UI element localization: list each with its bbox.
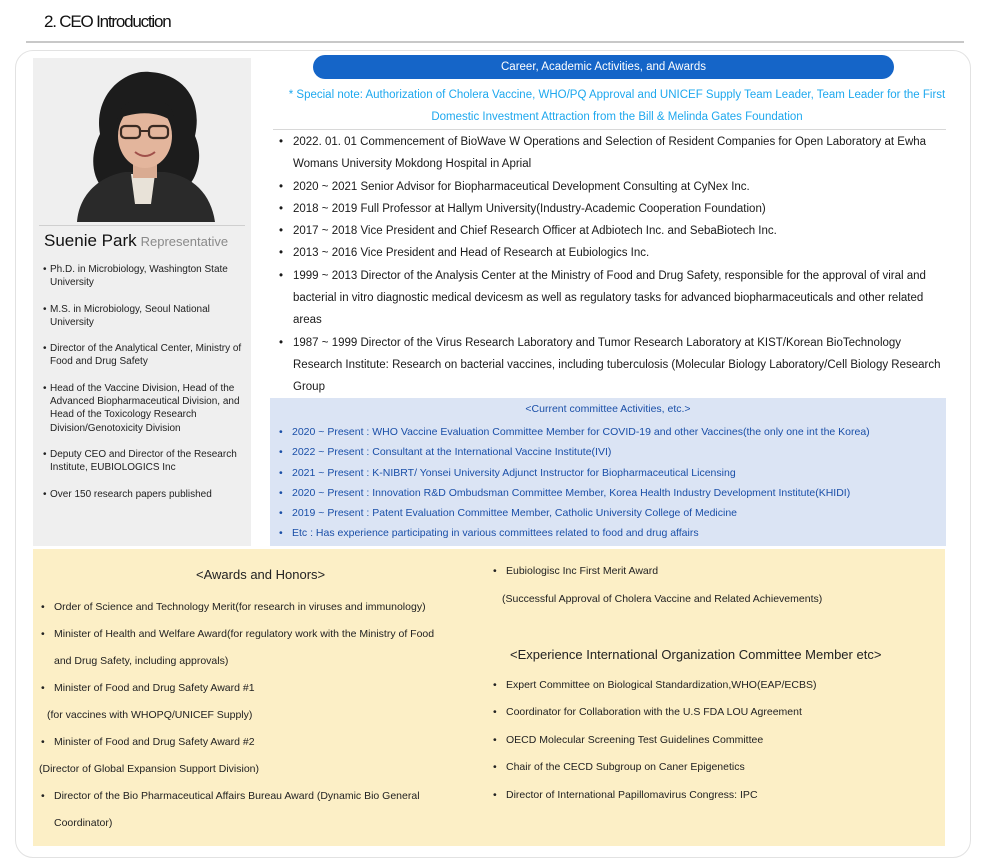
career-item: • 1987 ~ 1999 Director of the Virus Research Laboratory and Tumor Research Laboratory at KIST/Korean BioTechnology Research Institute: Research on bacterial vaccines, including tuberculosis (Molecular Biology Laboratory/Cell Biology Research Group (277, 332, 949, 399)
award-item: • Minister of Food and Drug Safety Award #1 (39, 675, 489, 702)
award-item-continued: and Drug Safety, including approvals) (54, 655, 229, 667)
committee-list (279, 422, 870, 544)
award-item: • Minister of Food and Drug Safety Award #2 (39, 729, 489, 756)
credentials-list (43, 263, 247, 514)
committee-heading: <Current committee Activities, etc.> (525, 403, 691, 415)
special-note: * Special note: Authorization of Cholera Vaccine, WHO/PQ Approval and UNICEF Supply Team Leader, Team Leader for the First Domestic Investment Attraction from the Bill & Melinda Gates Foundation (288, 89, 946, 123)
committee-item: • 2020 ~ Present : Innovation R&D Ombudsman Committee Member, Korea Health Industry Development Institute(KHIDI) (279, 483, 870, 503)
profile-name: Suenie Park (44, 231, 137, 250)
awards-box (33, 549, 945, 846)
career-item: • 2013 ~ 2016 Vice President and Head of Research at Eubiologics Inc. (277, 242, 949, 264)
committee-item: • 2021 ~ Present : K-NIBRT/ Yonsei University Adjunct Instructor for Biopharmaceutical Licensing (279, 463, 870, 483)
profile-role: Representative (140, 234, 229, 249)
international-item: • Director of International Papillomavirus Congress: IPC (492, 782, 816, 809)
committee-item: • 2020 ~ Present : WHO Vaccine Evaluation Committee Member for COVID-19 and other Vaccines(the only one int the Korea) (279, 422, 870, 442)
merit-award-item: • Eubiologisc Inc First Merit Award (492, 557, 822, 585)
award-item: • Minister of Health and Welfare Award(for regulatory work with the Ministry of Food (39, 621, 489, 648)
credential-item: • Deputy CEO and Director of the Research Institute, EUBIOLOGICS Inc (43, 448, 247, 475)
portrait-photo (55, 64, 231, 222)
career-list (277, 131, 949, 399)
committee-box (270, 398, 946, 546)
credential-item: • Director of the Analytical Center, Ministry of Food and Drug Safety (43, 342, 247, 369)
credential-item: • Head of the Vaccine Division, Head of the Advanced Biopharmaceutical Division, and Head of the Toxicology Research Division/Genotoxicity Division (43, 382, 247, 435)
merit-award-note: (Successful Approval of Cholera Vaccine and Related Achievements) (502, 593, 823, 605)
profile-panel (33, 58, 251, 546)
awards-heading: <Awards and Honors> (196, 567, 326, 582)
committee-item: • Etc : Has experience participating in various committees related to food and drug affairs (279, 523, 870, 543)
international-item: • Coordinator for Collaboration with the U.S FDA LOU Agreement (492, 699, 816, 726)
career-item: • 2017 ~ 2018 Vice President and Chief Research Officer at Adbiotech Inc. and SebaBiotech Inc. (277, 220, 949, 242)
career-heading: Career, Academic Activities, and Awards (313, 55, 894, 79)
profile-divider (39, 225, 245, 226)
international-item: • Expert Committee on Biological Standardization,WHO(EAP/ECBS) (492, 672, 816, 699)
international-item: • Chair of the CECD Subgroup on Caner Epigenetics (492, 754, 816, 781)
career-item: • 2020 ~ 2021 Senior Advisor for Biopharmaceutical Development Consulting at CyNex Inc. (277, 176, 949, 198)
international-list (492, 672, 816, 809)
credential-item: • M.S. in Microbiology, Seoul National University (43, 303, 247, 330)
credential-item: • Over 150 research papers published (43, 488, 247, 501)
international-heading: <Experience International Organization Committee Member etc> (510, 647, 882, 662)
career-item: • 2022. 01. 01 Commencement of BioWave W Operations and Selection of Resident Companies for Open Laboratory at Ewha Womans University Mokdong Hospital in Aprial (277, 131, 949, 176)
award-item-continued: Coordinator) (54, 817, 113, 829)
career-item: • 2018 ~ 2019 Full Professor at Hallym University(Industry-Academic Cooperation Foundation) (277, 198, 949, 220)
award-item: • Director of the Bio Pharmaceutical Affairs Bureau Award (Dynamic Bio General (39, 783, 489, 810)
profile-name-line (44, 231, 228, 251)
page-title: 2. CEO Introduction (44, 12, 171, 31)
award-item-continued: (for vaccines with WHOPQ/UNICEF Supply) (47, 709, 253, 721)
award-item-continued: (Director of Global Expansion Support Division) (39, 763, 260, 775)
career-item: • 1999 ~ 2013 Director of the Analysis Center at the Ministry of Food and Drug Safety, responsible for the approval of viral and bacterial in vitro diagnostic medical devicesm as well as regulatory tasks for advanced biopharmaceuticals and other related areas (277, 265, 949, 332)
title-divider (26, 41, 964, 43)
award-item: • Order of Science and Technology Merit(for research in viruses and immunology) (39, 594, 489, 621)
career-divider (273, 129, 946, 130)
merit-award (492, 557, 822, 613)
awards-list (39, 594, 489, 837)
international-item: • OECD Molecular Screening Test Guidelines Committee (492, 727, 816, 754)
committee-item: • 2019 ~ Present : Patent Evaluation Committee Member, Catholic University College of Medicine (279, 503, 870, 523)
credential-item: • Ph.D. in Microbiology, Washington State University (43, 263, 247, 290)
committee-item: • 2022 ~ Present : Consultant at the International Vaccine Institute(IVI) (279, 442, 870, 462)
